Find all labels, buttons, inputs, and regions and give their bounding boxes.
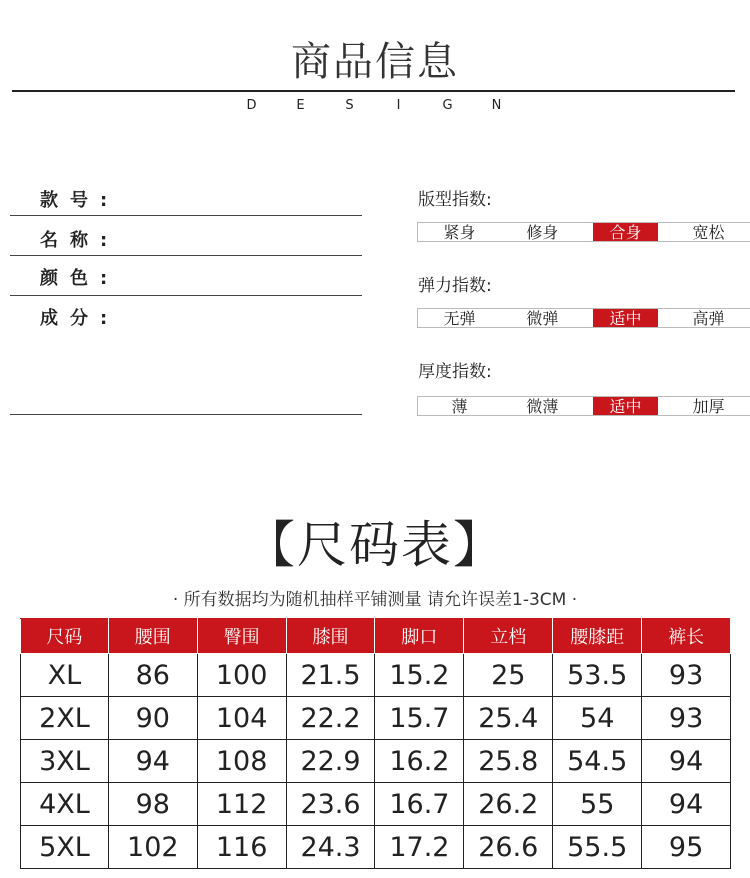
cell: 4XL [21,783,109,826]
thickness-option-selected: 适中 [593,397,658,415]
cell: 86 [108,654,197,697]
stretch-option: 无弹 [443,309,476,328]
thickness-index-bar [417,396,750,416]
cell: 94 [642,783,731,826]
cell: 98 [108,783,197,826]
subtitle-letter: I [396,98,403,113]
cell: 25.8 [464,740,553,783]
thickness-index-title: 厚度指数: [418,362,492,382]
title-divider [12,90,735,92]
cell: 15.7 [375,697,464,740]
header-hem: 脚口 [375,619,464,654]
table-row [21,826,731,869]
size-chart-note: · 所有数据均为随机抽样平铺测量 请允许误差1-3CM · [172,590,578,610]
cell: 102 [108,826,197,869]
cell: 53.5 [553,654,642,697]
size-table [20,618,731,869]
cell: 15.2 [375,654,464,697]
stretch-option: 微弹 [526,309,559,328]
stretch-index-bar [417,308,750,328]
info-divider [10,295,362,296]
cell: 21.5 [286,654,375,697]
cell: 16.2 [375,740,464,783]
cell: 116 [197,826,286,869]
info-label-name: 名称: [40,230,120,251]
cell: 26.2 [464,783,553,826]
fit-index-title: 版型指数: [418,190,492,210]
fit-option-selected: 合身 [593,223,658,241]
subtitle-letter: E [296,98,307,113]
thickness-option: 加厚 [692,397,725,416]
page-title: 商品信息 [291,39,459,85]
cell: 54.5 [553,740,642,783]
size-table-header [21,619,731,654]
info-divider [10,255,362,256]
info-label-material: 成分: [40,308,120,329]
header-knee: 膝围 [286,619,375,654]
cell: 104 [197,697,286,740]
stretch-option-selected: 适中 [593,309,658,327]
cell: 55 [553,783,642,826]
cell: 26.6 [464,826,553,869]
thickness-option: 薄 [451,397,468,416]
cell: 23.6 [286,783,375,826]
cell: 94 [108,740,197,783]
cell: 5XL [21,826,109,869]
subtitle-letter: S [345,98,356,113]
cell: 22.9 [286,740,375,783]
cell: XL [21,654,109,697]
info-divider [10,215,362,216]
fit-option: 修身 [526,223,559,242]
fit-index-bar [417,222,750,242]
table-row [21,654,731,697]
thickness-option: 微薄 [526,397,559,416]
header-rise: 立档 [464,619,553,654]
cell: 100 [197,654,286,697]
header-hip: 臀围 [197,619,286,654]
stretch-index-title: 弹力指数: [418,276,492,296]
header-size: 尺码 [21,619,109,654]
cell: 3XL [21,740,109,783]
info-label-color: 颜色: [40,268,120,289]
cell: 94 [642,740,731,783]
cell: 24.3 [286,826,375,869]
header-waist: 腰围 [108,619,197,654]
header-waist-to-knee: 腰膝距 [553,619,642,654]
cell: 93 [642,697,731,740]
size-chart-title: 【尺码表】 [245,516,505,574]
info-label-style-no: 款号: [40,190,120,211]
cell: 2XL [21,697,109,740]
fit-option: 宽松 [692,223,725,242]
subtitle-letter: N [491,98,504,113]
cell: 55.5 [553,826,642,869]
table-row [21,740,731,783]
design-subtitle [0,98,750,113]
subtitle-letter: G [442,98,455,113]
subtitle-letter: D [246,98,259,113]
cell: 90 [108,697,197,740]
cell: 17.2 [375,826,464,869]
table-row [21,697,731,740]
table-row [21,783,731,826]
cell: 16.7 [375,783,464,826]
info-divider [10,414,362,415]
header-length: 裤长 [642,619,731,654]
cell: 22.2 [286,697,375,740]
cell: 95 [642,826,731,869]
cell: 25 [464,654,553,697]
cell: 54 [553,697,642,740]
cell: 108 [197,740,286,783]
cell: 112 [197,783,286,826]
fit-option: 紧身 [443,223,476,242]
cell: 25.4 [464,697,553,740]
stretch-option: 高弹 [692,309,725,328]
cell: 93 [642,654,731,697]
